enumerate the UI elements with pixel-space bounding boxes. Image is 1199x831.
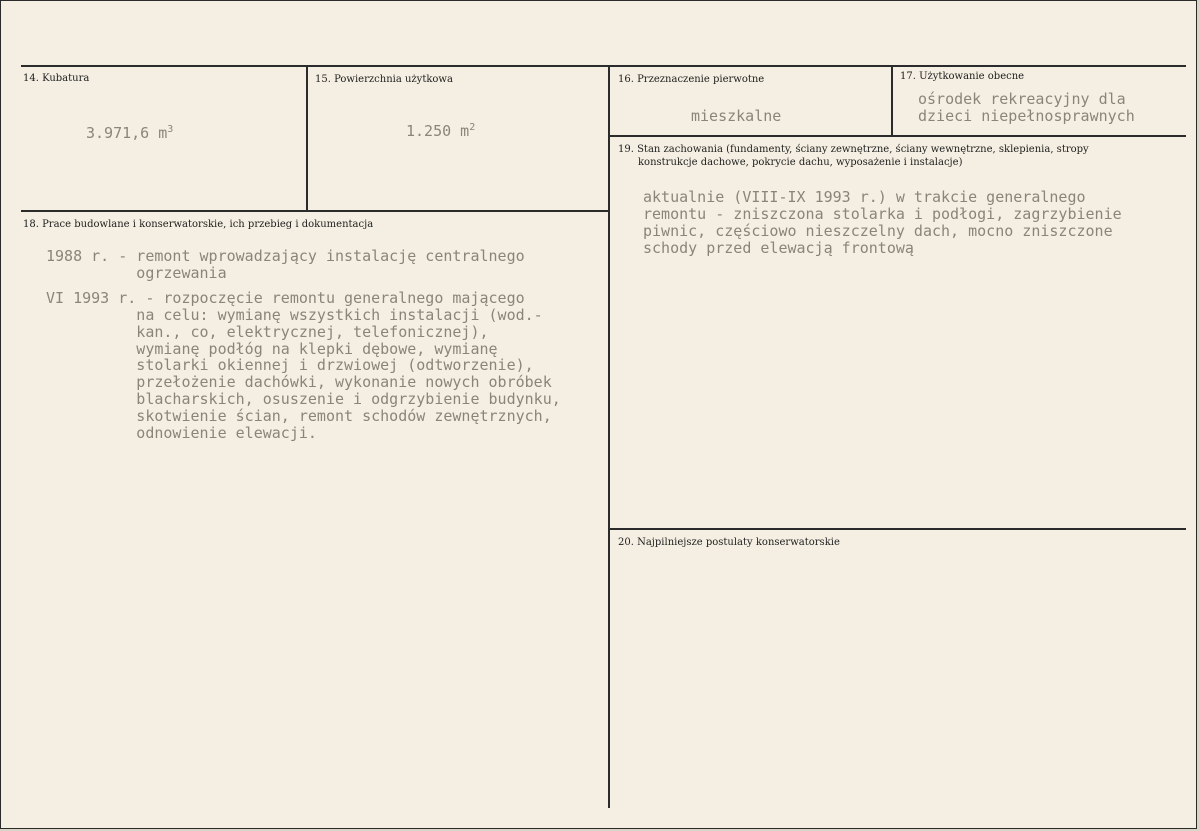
kubatura-value: 3.971,6 m — [86, 124, 168, 142]
field-19-line-3: piwnic, częściowo nieszczelny dach, mocno zniszczone — [643, 222, 1113, 240]
area-value: 1.250 m — [406, 122, 470, 140]
field-18-line-6: wymianę podłóg na klepki dębowe, wymianę — [46, 340, 498, 358]
field-19-line-1: aktualnie (VIII-IX 1993 r.) w trakcie generalnego — [643, 188, 1086, 206]
kubatura-exponent: 3 — [167, 124, 174, 135]
field-15-label: 15. Powierzchnia użytkowa — [315, 74, 453, 85]
field-18-line-10: skotwienie ścian, remont schodów zewnętrznych, — [46, 407, 552, 425]
field-15-value — [406, 121, 475, 142]
rule-under-14-15 — [21, 210, 610, 212]
field-20-label: 20. Najpilniejsze postulaty konserwatorskie — [618, 537, 840, 548]
rule-above-20 — [610, 528, 1186, 530]
field-17-line-2: dzieci niepełnosprawnych — [918, 107, 1135, 125]
field-18-line-3: VI 1993 r. - rozpoczęcie remontu generalnego mającego — [46, 289, 525, 307]
field-16-label: 16. Przeznaczenie pierwotne — [618, 74, 765, 85]
field-19-line-2: remontu - zniszczona stolarka i podłogi, zagrzybienie — [643, 205, 1122, 223]
field-19-line-4: schody przed elewacją frontową — [643, 239, 914, 257]
field-18-line-5: kan., co, elektrycznej, telefonicznej), — [46, 323, 489, 341]
field-19-label-line-2: konstrukcje dachowe, pokrycie dachu, wyposażenie i instalacje) — [638, 157, 963, 168]
field-14-label: 14. Kubatura — [23, 73, 90, 84]
top-rule — [21, 65, 1186, 67]
field-16-value: mieszkalne — [691, 107, 782, 125]
field-19-label-line-1: 19. Stan zachowania (fundamenty, ściany zewnętrzne, ściany wewnętrzne, sklepienia, stropy — [618, 144, 1089, 155]
area-exponent: 2 — [469, 122, 476, 133]
field-14-value — [86, 123, 173, 144]
field-18-line-7: stolarki okiennej i drzwiowej (odtworzenie), — [46, 356, 534, 374]
field-18-line-1: 1988 r. - remont wprowadzający instalację centralnego — [46, 247, 525, 265]
field-18-line-2: ogrzewania — [46, 264, 227, 282]
field-17-line-1: ośrodek rekreacyjny dla — [918, 90, 1126, 108]
field-18-line-4: na celu: wymianę wszystkich instalacji (wod.- — [46, 306, 543, 324]
field-18-line-9: blacharskich, osuszenie i odgrzybienie budynku, — [46, 390, 561, 408]
field-18-line-8: przełożenie dachówki, wykonanie nowych obróbek — [46, 373, 552, 391]
field-17-label: 17. Użytkowanie obecne — [900, 71, 1025, 82]
divider-14-15 — [306, 66, 308, 211]
divider-16-17 — [891, 66, 893, 136]
main-vertical-divider — [608, 66, 610, 808]
field-18-line-11: odnowienie elewacji. — [46, 424, 317, 442]
rule-under-16-17 — [610, 135, 1186, 137]
field-18-label: 18. Prace budowlane i konserwatorskie, ich przebieg i dokumentacja — [23, 219, 374, 230]
